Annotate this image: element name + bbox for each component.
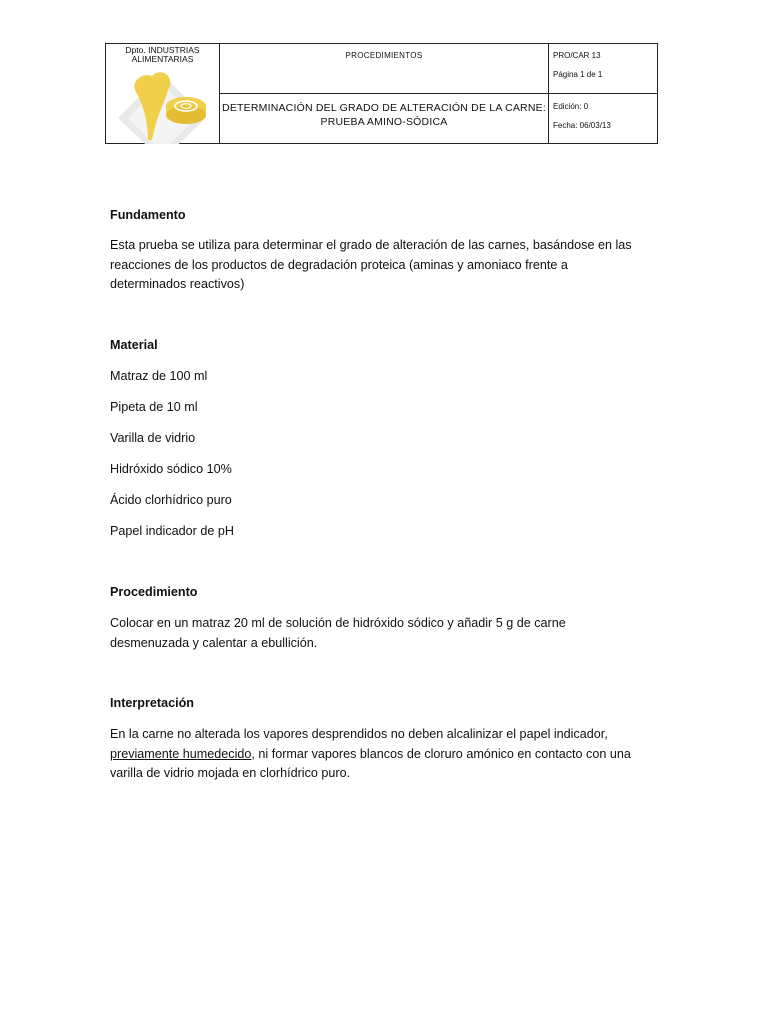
- edition-cell: [549, 94, 657, 144]
- title-line-2: PRUEBA AMINO-SÓDICA: [320, 116, 448, 128]
- department-name: Dpto. INDUSTRIAS ALIMENTARIAS: [125, 45, 200, 64]
- text-line: Colocar en un matraz 20 ml de solución de hidróxido sódico y añadir 5 g de carne: [110, 616, 566, 630]
- fundamento-heading: Fundamento: [110, 208, 186, 222]
- fundamento-paragraph: [110, 236, 670, 295]
- procedures-cell: [220, 44, 549, 94]
- code-cell: [549, 44, 657, 94]
- material-item: Matraz de 100 ml: [110, 369, 208, 383]
- procedures-label: PROCEDIMIENTOS: [345, 51, 423, 60]
- material-item: Pipeta de 10 ml: [110, 400, 198, 414]
- page-number: Página 1 de 1: [553, 70, 603, 79]
- document-header: [105, 43, 658, 144]
- material-item: Ácido clorhídrico puro: [110, 493, 232, 507]
- material-item: Hidróxido sódico 10%: [110, 462, 232, 476]
- interpretacion-heading: Interpretación: [110, 696, 194, 710]
- procedure-code: PRO/CAR 13: [553, 51, 601, 60]
- edition: Edición: 0: [553, 102, 589, 111]
- procedimiento-heading: Procedimiento: [110, 585, 198, 599]
- text-line: determinados reactivos): [110, 277, 245, 291]
- title-line-1: DETERMINACIÓN DEL GRADO DE ALTERACIÓN DE LA CARNE:: [222, 102, 546, 114]
- document-title: [220, 101, 548, 129]
- procedimiento-paragraph: [110, 614, 670, 653]
- title-cell: [220, 94, 549, 144]
- material-heading: Material: [110, 338, 158, 352]
- underlined-text: previamente humedecido: [110, 746, 252, 761]
- date: Fecha: 06/03/13: [553, 121, 611, 130]
- text-line: desmenuzada y calentar a ebullición.: [110, 635, 318, 650]
- material-item: Papel indicador de pH: [110, 524, 234, 538]
- text-line: Esta prueba se utiliza para determinar el grado de alteración de las carnes, basándose en las: [110, 238, 632, 252]
- material-item: Varilla de vidrio: [110, 431, 196, 445]
- text-line: [110, 745, 670, 765]
- text-span: , ni formar vapores blancos de cloruro amónico en contacto con una: [251, 746, 631, 761]
- text-line: En la carne no alterada los vapores desprendidos no deben alcalinizar el papel indicador,: [110, 727, 608, 741]
- interpretacion-paragraph: [110, 725, 670, 784]
- text-line: reacciones de los productos de degradación proteica (aminas y amoniaco frente a: [110, 257, 568, 272]
- text-line: varilla de vidrio mojada en clorhídrico puro.: [110, 766, 351, 780]
- department-cell: [106, 44, 220, 144]
